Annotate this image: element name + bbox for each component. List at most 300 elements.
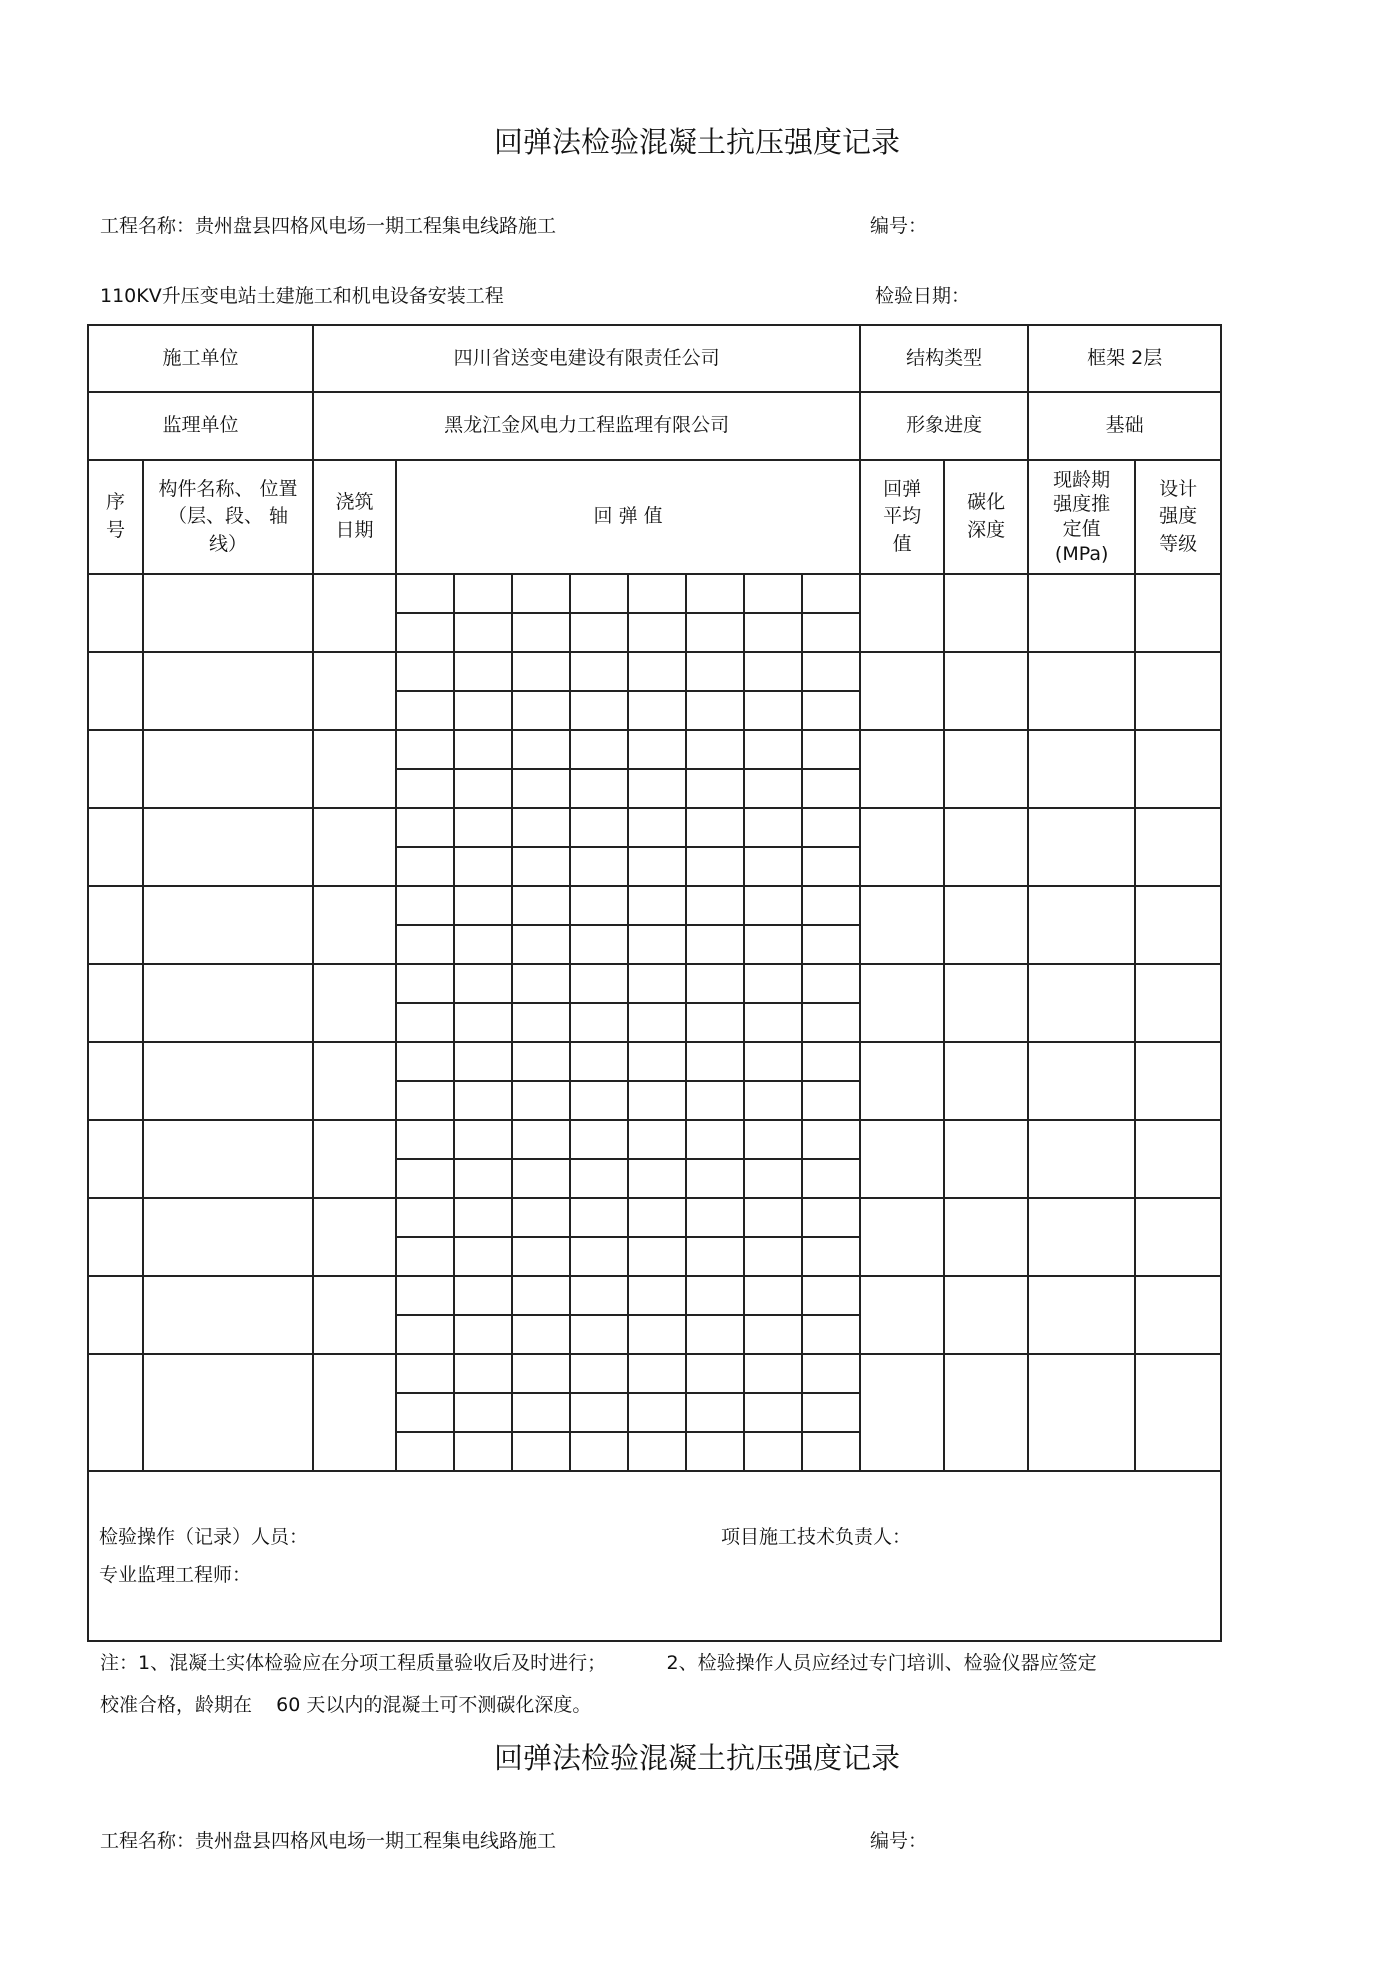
rebound-value-cell[interactable] [570, 1237, 628, 1276]
rebound-avg-cell[interactable] [860, 1198, 944, 1276]
member-cell[interactable] [143, 886, 313, 964]
carbonation-cell[interactable] [944, 886, 1028, 964]
member-cell[interactable] [143, 574, 313, 652]
design-grade-cell[interactable] [1135, 1042, 1221, 1120]
rebound-value-cell[interactable] [802, 691, 860, 730]
rebound-value-cell[interactable] [512, 691, 570, 730]
rebound-value-cell[interactable] [454, 1393, 512, 1432]
strength-cell[interactable] [1028, 652, 1135, 730]
rebound-value-cell[interactable] [628, 964, 686, 1003]
design-grade-cell[interactable] [1135, 886, 1221, 964]
form2-number-label: 编号： [870, 1830, 928, 1852]
rebound-value-cell[interactable] [454, 1315, 512, 1354]
rebound-value-cell[interactable] [454, 574, 512, 613]
strength-cell[interactable] [1028, 1042, 1135, 1120]
header-rebound-avg: 回弹平均值 [860, 460, 944, 574]
rebound-value-cell[interactable] [802, 1081, 860, 1120]
rebound-avg-cell[interactable] [860, 1354, 944, 1471]
rebound-value-cell[interactable] [802, 1354, 860, 1393]
carbonation-cell[interactable] [944, 1198, 1028, 1276]
header-seq: 序号 [88, 460, 143, 574]
rebound-value-cell[interactable] [628, 1432, 686, 1471]
rebound-value-cell[interactable] [628, 652, 686, 691]
rebound-avg-cell[interactable] [860, 1042, 944, 1120]
design-grade-cell[interactable] [1135, 1120, 1221, 1198]
rebound-value-cell[interactable] [396, 1042, 454, 1081]
pour-date-cell[interactable] [313, 652, 396, 730]
rebound-value-cell[interactable] [570, 1159, 628, 1198]
supervision-unit-label: 监理单位 [88, 392, 313, 460]
rebound-value-cell[interactable] [802, 1198, 860, 1237]
rebound-value-cell[interactable] [570, 1198, 628, 1237]
rebound-value-cell[interactable] [396, 1120, 454, 1159]
rebound-value-cell[interactable] [512, 1354, 570, 1393]
seq-cell[interactable] [88, 1042, 143, 1120]
rebound-value-cell[interactable] [802, 730, 860, 769]
rebound-value-cell[interactable] [744, 847, 802, 886]
rebound-value-cell[interactable] [628, 1120, 686, 1159]
pour-date-cell[interactable] [313, 1276, 396, 1354]
strength-cell[interactable] [1028, 1198, 1135, 1276]
rebound-value-cell[interactable] [744, 730, 802, 769]
seq-cell[interactable] [88, 808, 143, 886]
rebound-value-cell[interactable] [454, 964, 512, 1003]
rebound-value-cell[interactable] [744, 1354, 802, 1393]
rebound-value-cell[interactable] [802, 1120, 860, 1159]
rebound-value-cell[interactable] [744, 652, 802, 691]
rebound-value-cell[interactable] [744, 1081, 802, 1120]
carbonation-cell[interactable] [944, 652, 1028, 730]
rebound-value-cell[interactable] [396, 574, 454, 613]
record-table [87, 324, 1222, 1642]
rebound-value-cell[interactable] [512, 1120, 570, 1159]
rebound-value-cell[interactable] [744, 1237, 802, 1276]
pour-date-cell[interactable] [313, 808, 396, 886]
rebound-value-cell[interactable] [512, 1159, 570, 1198]
rebound-value-cell[interactable] [570, 652, 628, 691]
rebound-value-cell[interactable] [802, 1159, 860, 1198]
rebound-value-cell[interactable] [512, 1198, 570, 1237]
rebound-value-cell[interactable] [454, 691, 512, 730]
rebound-value-cell[interactable] [512, 1432, 570, 1471]
rebound-value-cell[interactable] [454, 1120, 512, 1159]
rebound-avg-cell[interactable] [860, 574, 944, 652]
strength-cell[interactable] [1028, 730, 1135, 808]
rebound-value-cell[interactable] [454, 1081, 512, 1120]
rebound-value-cell[interactable] [802, 886, 860, 925]
rebound-value-cell[interactable] [512, 1276, 570, 1315]
rebound-value-cell[interactable] [686, 1042, 744, 1081]
rebound-value-cell[interactable] [628, 574, 686, 613]
table-row [88, 886, 1221, 925]
construction-unit-label: 施工单位 [88, 325, 313, 392]
rebound-value-cell[interactable] [686, 1120, 744, 1159]
form-title: 回弹法检验混凝土抗压强度记录 [493, 125, 900, 159]
tech-lead-label: 项目施工技术负责人： [721, 1526, 912, 1548]
rebound-value-cell[interactable] [628, 1042, 686, 1081]
rebound-value-cell[interactable] [396, 1159, 454, 1198]
rebound-value-cell[interactable] [802, 1315, 860, 1354]
rebound-value-cell[interactable] [570, 1120, 628, 1159]
rebound-value-cell[interactable] [628, 847, 686, 886]
strength-cell[interactable] [1028, 964, 1135, 1042]
rebound-value-cell[interactable] [512, 730, 570, 769]
rebound-value-cell[interactable] [512, 847, 570, 886]
rebound-value-cell[interactable] [396, 730, 454, 769]
construction-unit-value: 四川省送变电建设有限责任公司 [313, 325, 860, 392]
rebound-value-cell[interactable] [454, 652, 512, 691]
rebound-value-cell[interactable] [512, 1237, 570, 1276]
strength-cell[interactable] [1028, 1354, 1135, 1471]
rebound-value-cell[interactable] [512, 574, 570, 613]
rebound-value-cell[interactable] [686, 1198, 744, 1237]
table-row [88, 1198, 1221, 1237]
rebound-value-cell[interactable] [628, 1354, 686, 1393]
rebound-value-cell[interactable] [396, 886, 454, 925]
rebound-value-cell[interactable] [744, 1198, 802, 1237]
seq-cell[interactable] [88, 1354, 143, 1471]
rebound-value-cell[interactable] [686, 1237, 744, 1276]
carbonation-cell[interactable] [944, 964, 1028, 1042]
table-row [88, 1276, 1221, 1315]
rebound-value-cell[interactable] [454, 1198, 512, 1237]
table-row [88, 1042, 1221, 1081]
pour-date-cell[interactable] [313, 964, 396, 1042]
rebound-value-cell[interactable] [802, 925, 860, 964]
header-carbonation: 碳化深度 [944, 460, 1028, 574]
check-date-label: 检验日期： [875, 285, 971, 307]
rebound-value-cell[interactable] [686, 1159, 744, 1198]
rebound-value-cell[interactable] [570, 925, 628, 964]
rebound-value-cell[interactable] [628, 1237, 686, 1276]
rebound-value-cell[interactable] [802, 574, 860, 613]
rebound-value-cell[interactable] [454, 1042, 512, 1081]
progress-value: 基础 [1028, 392, 1221, 460]
rebound-value-cell[interactable] [744, 1315, 802, 1354]
rebound-value-cell[interactable] [802, 1432, 860, 1471]
rebound-value-cell[interactable] [744, 808, 802, 847]
pour-date-cell[interactable] [313, 1042, 396, 1120]
rebound-value-cell[interactable] [396, 1081, 454, 1120]
rebound-value-cell[interactable] [628, 1081, 686, 1120]
design-grade-cell[interactable] [1135, 730, 1221, 808]
rebound-value-cell[interactable] [686, 808, 744, 847]
rebound-avg-cell[interactable] [860, 730, 944, 808]
rebound-value-cell[interactable] [686, 1354, 744, 1393]
rebound-value-cell[interactable] [628, 925, 686, 964]
rebound-value-cell[interactable] [744, 886, 802, 925]
rebound-value-cell[interactable] [454, 1432, 512, 1471]
rebound-value-cell[interactable] [396, 652, 454, 691]
rebound-value-cell[interactable] [396, 1276, 454, 1315]
inspector-label: 检验操作（记录）人员： [99, 1526, 309, 1548]
rebound-value-cell[interactable] [802, 652, 860, 691]
seq-cell[interactable] [88, 1276, 143, 1354]
seq-cell[interactable] [88, 886, 143, 964]
strength-cell[interactable] [1028, 1120, 1135, 1198]
design-grade-cell[interactable] [1135, 808, 1221, 886]
member-cell[interactable] [143, 652, 313, 730]
rebound-value-cell[interactable] [802, 1003, 860, 1042]
design-grade-cell[interactable] [1135, 1276, 1221, 1354]
member-cell[interactable] [143, 1120, 313, 1198]
rebound-value-cell[interactable] [744, 964, 802, 1003]
design-grade-cell[interactable] [1135, 1354, 1221, 1471]
seq-cell[interactable] [88, 964, 143, 1042]
design-grade-cell[interactable] [1135, 964, 1221, 1042]
rebound-value-cell[interactable] [396, 1315, 454, 1354]
pour-date-cell[interactable] [313, 730, 396, 808]
seq-cell[interactable] [88, 1198, 143, 1276]
table-row [88, 808, 1221, 847]
subproject-name: 110KV升压变电站土建施工和机电设备安装工程 [100, 285, 504, 307]
rebound-value-cell[interactable] [454, 1354, 512, 1393]
rebound-value-cell[interactable] [628, 886, 686, 925]
rebound-value-cell[interactable] [686, 652, 744, 691]
rebound-value-cell[interactable] [512, 1315, 570, 1354]
form2-project-name: 工程名称：贵州盘县四格风电场一期工程集电线路施工 [100, 1830, 557, 1852]
rebound-value-cell[interactable] [686, 769, 744, 808]
rebound-value-cell[interactable] [686, 730, 744, 769]
rebound-value-cell[interactable] [628, 769, 686, 808]
rebound-value-cell[interactable] [570, 847, 628, 886]
header-rebound: 回 弹 值 [396, 460, 860, 574]
rebound-value-cell[interactable] [512, 808, 570, 847]
rebound-value-cell[interactable] [744, 925, 802, 964]
member-cell[interactable] [143, 1042, 313, 1120]
rebound-value-cell[interactable] [570, 574, 628, 613]
rebound-value-cell[interactable] [512, 964, 570, 1003]
rebound-value-cell[interactable] [802, 1042, 860, 1081]
table-row [88, 1354, 1221, 1393]
rebound-value-cell[interactable] [454, 1276, 512, 1315]
rebound-value-cell[interactable] [512, 1003, 570, 1042]
rebound-value-cell[interactable] [570, 808, 628, 847]
rebound-value-cell[interactable] [570, 1042, 628, 1081]
rebound-value-cell[interactable] [628, 1003, 686, 1042]
strength-cell[interactable] [1028, 1276, 1135, 1354]
rebound-value-cell[interactable] [686, 1003, 744, 1042]
rebound-value-cell[interactable] [396, 691, 454, 730]
rebound-value-cell[interactable] [686, 574, 744, 613]
rebound-value-cell[interactable] [396, 769, 454, 808]
pour-date-cell[interactable] [313, 574, 396, 652]
rebound-value-cell[interactable] [454, 1003, 512, 1042]
rebound-value-cell[interactable] [512, 1042, 570, 1081]
carbonation-cell[interactable] [944, 574, 1028, 652]
rebound-avg-cell[interactable] [860, 652, 944, 730]
rebound-value-cell[interactable] [512, 613, 570, 652]
rebound-value-cell[interactable] [396, 1003, 454, 1042]
supervision-unit-value: 黑龙江金风电力工程监理有限公司 [313, 392, 860, 460]
member-cell[interactable] [143, 808, 313, 886]
design-grade-cell[interactable] [1135, 574, 1221, 652]
header-pour-date: 浇筑日期 [313, 460, 396, 574]
rebound-value-cell[interactable] [454, 847, 512, 886]
rebound-value-cell[interactable] [396, 1432, 454, 1471]
rebound-value-cell[interactable] [686, 1081, 744, 1120]
rebound-value-cell[interactable] [570, 769, 628, 808]
rebound-value-cell[interactable] [628, 1393, 686, 1432]
rebound-value-cell[interactable] [744, 1432, 802, 1471]
table-row [88, 652, 1221, 691]
rebound-value-cell[interactable] [802, 1393, 860, 1432]
rebound-avg-cell[interactable] [860, 808, 944, 886]
project-name: 工程名称：贵州盘县四格风电场一期工程集电线路施工 [100, 215, 557, 237]
form2-title: 回弹法检验混凝土抗压强度记录 [493, 1741, 900, 1775]
carbonation-cell[interactable] [944, 1120, 1028, 1198]
table-row [88, 964, 1221, 1003]
rebound-avg-cell[interactable] [860, 1276, 944, 1354]
rebound-value-cell[interactable] [744, 613, 802, 652]
strength-cell[interactable] [1028, 574, 1135, 652]
rebound-value-cell[interactable] [628, 1315, 686, 1354]
rebound-value-cell[interactable] [570, 1081, 628, 1120]
rebound-avg-cell[interactable] [860, 886, 944, 964]
rebound-value-cell[interactable] [396, 1198, 454, 1237]
rebound-value-cell[interactable] [744, 1042, 802, 1081]
rebound-value-cell[interactable] [570, 1276, 628, 1315]
rebound-value-cell[interactable] [454, 613, 512, 652]
rebound-value-cell[interactable] [396, 964, 454, 1003]
rebound-value-cell[interactable] [802, 1237, 860, 1276]
rebound-value-cell[interactable] [628, 730, 686, 769]
rebound-value-cell[interactable] [396, 1237, 454, 1276]
header-member: 构件名称、 位置（层、段、 轴线） [143, 460, 313, 574]
rebound-value-cell[interactable] [628, 1198, 686, 1237]
rebound-value-cell[interactable] [512, 925, 570, 964]
rebound-value-cell[interactable] [686, 847, 744, 886]
rebound-value-cell[interactable] [512, 1081, 570, 1120]
carbonation-cell[interactable] [944, 1042, 1028, 1120]
rebound-value-cell[interactable] [686, 1276, 744, 1315]
rebound-avg-cell[interactable] [860, 964, 944, 1042]
strength-cell[interactable] [1028, 886, 1135, 964]
pour-date-cell[interactable] [313, 886, 396, 964]
rebound-value-cell[interactable] [570, 1315, 628, 1354]
rebound-value-cell[interactable] [512, 886, 570, 925]
rebound-value-cell[interactable] [802, 613, 860, 652]
seq-cell[interactable] [88, 730, 143, 808]
pour-date-cell[interactable] [313, 1120, 396, 1198]
rebound-value-cell[interactable] [396, 925, 454, 964]
table-row [88, 574, 1221, 613]
rebound-value-cell[interactable] [512, 652, 570, 691]
supervisor-label: 专业监理工程师： [99, 1564, 252, 1586]
rebound-value-cell[interactable] [744, 1159, 802, 1198]
rebound-value-cell[interactable] [686, 1432, 744, 1471]
rebound-value-cell[interactable] [570, 1354, 628, 1393]
rebound-value-cell[interactable] [744, 574, 802, 613]
rebound-value-cell[interactable] [744, 1120, 802, 1159]
note-line-2: 校准合格，龄期在 60 天以内的混凝土可不测碳化深度。 [100, 1694, 592, 1716]
rebound-value-cell[interactable] [802, 769, 860, 808]
rebound-value-cell[interactable] [744, 691, 802, 730]
rebound-value-cell[interactable] [802, 964, 860, 1003]
rebound-value-cell[interactable] [686, 613, 744, 652]
seq-cell[interactable] [88, 652, 143, 730]
structure-type-label: 结构类型 [860, 325, 1028, 392]
member-cell[interactable] [143, 730, 313, 808]
rebound-value-cell[interactable] [454, 886, 512, 925]
number-label: 编号： [870, 215, 928, 237]
rebound-value-cell[interactable] [802, 1276, 860, 1315]
rebound-value-cell[interactable] [570, 613, 628, 652]
rebound-value-cell[interactable] [686, 925, 744, 964]
rebound-value-cell[interactable] [628, 1276, 686, 1315]
rebound-value-cell[interactable] [744, 1003, 802, 1042]
rebound-value-cell[interactable] [396, 1393, 454, 1432]
member-cell[interactable] [143, 1276, 313, 1354]
rebound-value-cell[interactable] [570, 691, 628, 730]
design-grade-cell[interactable] [1135, 652, 1221, 730]
pour-date-cell[interactable] [313, 1354, 396, 1471]
rebound-value-cell[interactable] [454, 1159, 512, 1198]
rebound-value-cell[interactable] [570, 1393, 628, 1432]
rebound-value-cell[interactable] [396, 613, 454, 652]
carbonation-cell[interactable] [944, 808, 1028, 886]
carbonation-cell[interactable] [944, 1354, 1028, 1471]
strength-cell[interactable] [1028, 808, 1135, 886]
rebound-value-cell[interactable] [802, 808, 860, 847]
carbonation-cell[interactable] [944, 1276, 1028, 1354]
rebound-value-cell[interactable] [686, 1315, 744, 1354]
pour-date-cell[interactable] [313, 1198, 396, 1276]
note-line-1: 注：1、混凝土实体检验应在分项工程质量验收后及时进行； 2、检验操作人员应经过专门培训、检验仪器应签定 [100, 1652, 1097, 1674]
rebound-value-cell[interactable] [454, 925, 512, 964]
rebound-value-cell[interactable] [628, 1159, 686, 1198]
rebound-value-cell[interactable] [744, 1393, 802, 1432]
rebound-value-cell[interactable] [396, 847, 454, 886]
rebound-value-cell[interactable] [686, 964, 744, 1003]
rebound-value-cell[interactable] [686, 691, 744, 730]
header-design-grade: 设计强度等级 [1135, 460, 1221, 574]
rebound-value-cell[interactable] [570, 964, 628, 1003]
rebound-value-cell[interactable] [454, 1237, 512, 1276]
rebound-value-cell[interactable] [744, 1276, 802, 1315]
rebound-value-cell[interactable] [396, 808, 454, 847]
member-cell[interactable] [143, 1198, 313, 1276]
rebound-value-cell[interactable] [454, 769, 512, 808]
rebound-value-cell[interactable] [454, 730, 512, 769]
rebound-value-cell[interactable] [802, 847, 860, 886]
member-cell[interactable] [143, 964, 313, 1042]
rebound-value-cell[interactable] [628, 613, 686, 652]
header-strength: 现龄期强度推定值(MPa) [1028, 460, 1135, 574]
rebound-value-cell[interactable] [628, 808, 686, 847]
rebound-value-cell[interactable] [570, 1432, 628, 1471]
structure-type-value: 框架 2层 [1028, 325, 1221, 392]
rebound-value-cell[interactable] [454, 808, 512, 847]
rebound-value-cell[interactable] [686, 886, 744, 925]
rebound-value-cell[interactable] [686, 1393, 744, 1432]
seq-cell[interactable] [88, 1120, 143, 1198]
design-grade-cell[interactable] [1135, 1198, 1221, 1276]
signature-area [88, 1471, 1221, 1641]
rebound-value-cell[interactable] [512, 1393, 570, 1432]
member-cell[interactable] [143, 1354, 313, 1471]
rebound-value-cell[interactable] [570, 1003, 628, 1042]
rebound-value-cell[interactable] [570, 886, 628, 925]
rebound-value-cell[interactable] [396, 1354, 454, 1393]
rebound-value-cell[interactable] [570, 730, 628, 769]
carbonation-cell[interactable] [944, 730, 1028, 808]
rebound-value-cell[interactable] [744, 769, 802, 808]
rebound-avg-cell[interactable] [860, 1120, 944, 1198]
rebound-value-cell[interactable] [628, 691, 686, 730]
rebound-value-cell[interactable] [512, 769, 570, 808]
seq-cell[interactable] [88, 574, 143, 652]
